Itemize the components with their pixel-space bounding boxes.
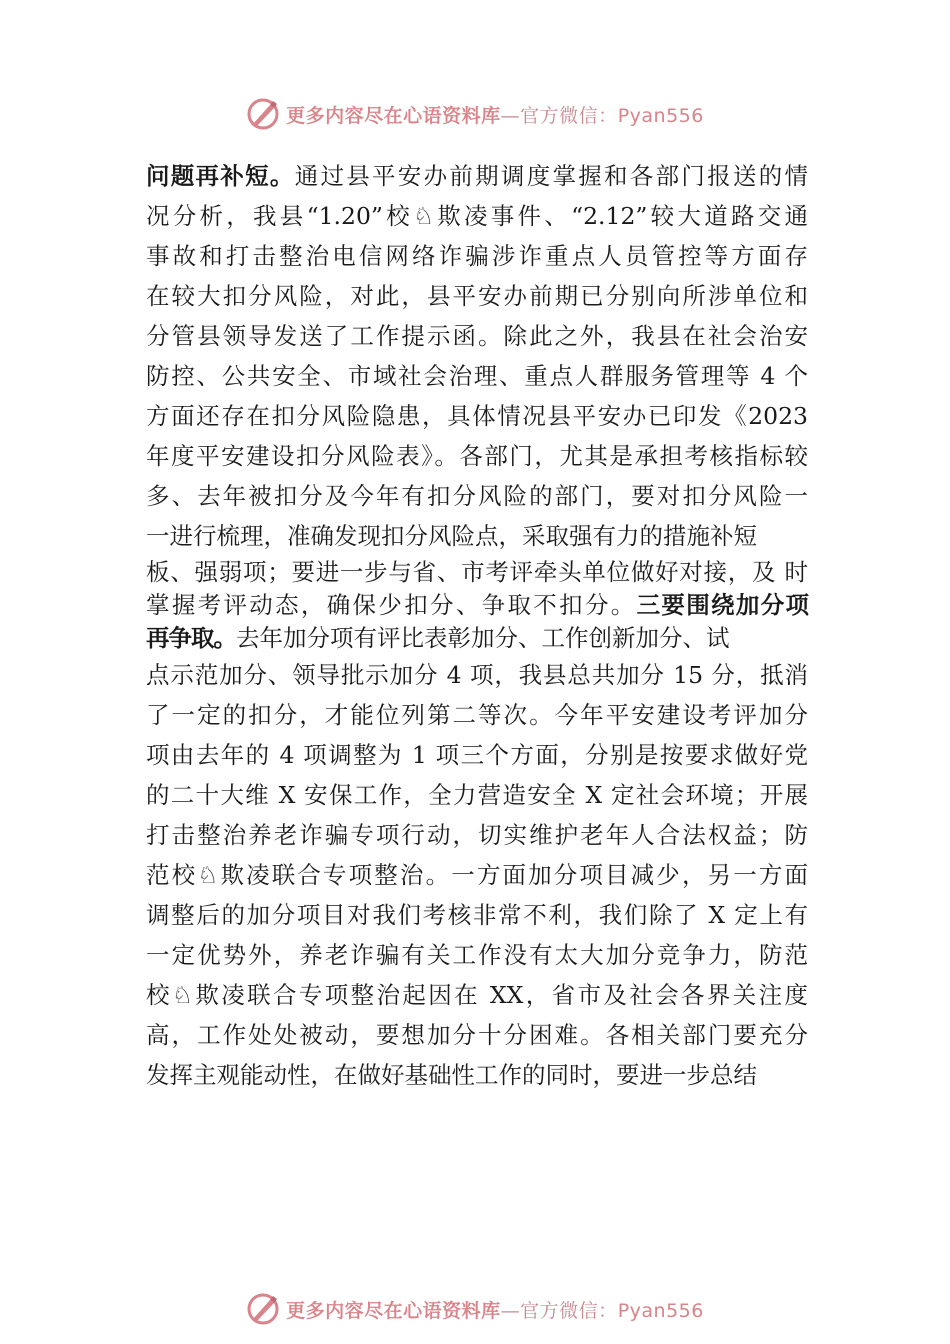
text-line (146, 1015, 808, 1055)
header-watermark (0, 94, 950, 134)
text-line (146, 1055, 808, 1095)
text-line (146, 516, 808, 556)
text-line (146, 855, 808, 895)
watermark-title: 更多内容尽在心语资料库 (286, 1299, 501, 1322)
line-text: 打击整治养老诈骗专项行动，切实维护老年人合法权益；防 (146, 821, 808, 849)
line-text: 通过县平安办前期调度掌握和各部门报送的情 (294, 162, 809, 190)
watermark-id: Pyan556 (617, 104, 704, 127)
watermark-title: 更多内容尽在心语资料库 (286, 104, 501, 127)
text-line (146, 236, 808, 276)
line-text: 高，工作处处被动，要想加分十分困难。各相关部门要充分 (146, 1021, 808, 1049)
pen-logo-icon (246, 97, 280, 131)
bold-lead: 三要围绕加分项 (636, 591, 809, 619)
line-text: 调整后的加分项目对我们考核非常不利，我们除了 X 定上有 (146, 901, 808, 929)
bold-lead: 再争取。 (146, 624, 236, 652)
line-text: 防控、公共安全、市域社会治理、重点人群服务管理等 4 个 (146, 362, 808, 390)
line-text: 项由去年的 4 项调整为 1 项三个方面，分别是按要求做好党 (146, 741, 808, 769)
line-text: 一进行梳理，准确发现扣分风险点，采取强有力的措施补短 (146, 522, 757, 550)
line-text: 在较大扣分风险，对此，县平安办前期已分别向所涉单位和 (146, 282, 808, 310)
watermark-label: 官方微信： (520, 1299, 618, 1322)
text-line (146, 476, 808, 516)
text-line (146, 695, 808, 735)
text-line (146, 276, 808, 316)
text-line (146, 196, 808, 236)
text-line (146, 396, 808, 436)
line-text: 去年加分项有评比表彰加分、工作创新加分、试 (236, 624, 730, 652)
footer-watermark (0, 1289, 950, 1329)
line-text: 的二十大维 X 安保工作，全力营造安全 X 定社会环境；开展 (146, 781, 808, 809)
watermark-dash: — (500, 104, 521, 127)
watermark-text (286, 101, 704, 128)
text-line (146, 589, 808, 622)
line-text: 点示范加分、领导批示加分 4 项，我县总共加分 15 分，抵消 (146, 661, 808, 689)
text-line (146, 775, 808, 815)
text-line (146, 436, 808, 476)
watermark-dash: — (500, 1299, 521, 1322)
watermark-id: Pyan556 (617, 1299, 704, 1322)
document-body (146, 156, 808, 1095)
text-line (146, 815, 808, 855)
line-text: 发挥主观能动性，在做好基础性工作的同时，要进一步总结 (146, 1061, 757, 1089)
pen-logo-icon (246, 1292, 280, 1326)
text-line (146, 156, 808, 196)
text-line (146, 935, 808, 975)
text-line (146, 735, 808, 775)
watermark-text (286, 1296, 704, 1323)
line-text: 板、强弱项；要进一步与省、市考评牵头单位做好对接，及 时 (146, 558, 808, 586)
line-text: 事故和打击整治电信网络诈骗涉诈重点人员管控等方面存 (146, 242, 808, 270)
line-text: 一定优势外，养老诈骗有关工作没有太大加分竞争力，防范 (146, 941, 808, 969)
line-text: 范校♘欺凌联合专项整治。一方面加分项目减少，另一方面 (146, 861, 808, 889)
text-line (146, 316, 808, 356)
text-line (146, 895, 808, 935)
line-text: 校♘欺凌联合专项整治起因在 XX，省市及社会各界关注度 (146, 981, 808, 1009)
text-line (146, 356, 808, 396)
line-text: 况分析，我县“1.20”校♘欺凌事件、“2.12”较大道路交通 (146, 202, 808, 230)
watermark-label: 官方微信： (520, 104, 618, 127)
line-text: 年度平安建设扣分风险表》。各部门，尤其是承担考核指标较 (146, 442, 808, 470)
line-text: 分管县领导发送了工作提示函。除此之外，我县在社会治安 (146, 322, 808, 350)
text-line (146, 622, 808, 655)
line-text: 掌握考评动态，确保少扣分、争取不扣分。 (146, 591, 637, 619)
line-text: 方面还存在扣分风险隐患，具体情况县平安办已印发《2023 (146, 402, 808, 430)
text-line (146, 655, 808, 695)
line-text: 了一定的扣分，才能位列第二等次。今年平安建设考评加分 (146, 701, 808, 729)
line-text: 多、去年被扣分及今年有扣分风险的部门，要对扣分风险一 (146, 482, 808, 510)
bold-lead: 问题再补短。 (146, 162, 295, 190)
text-line (146, 975, 808, 1015)
text-line (146, 556, 808, 589)
